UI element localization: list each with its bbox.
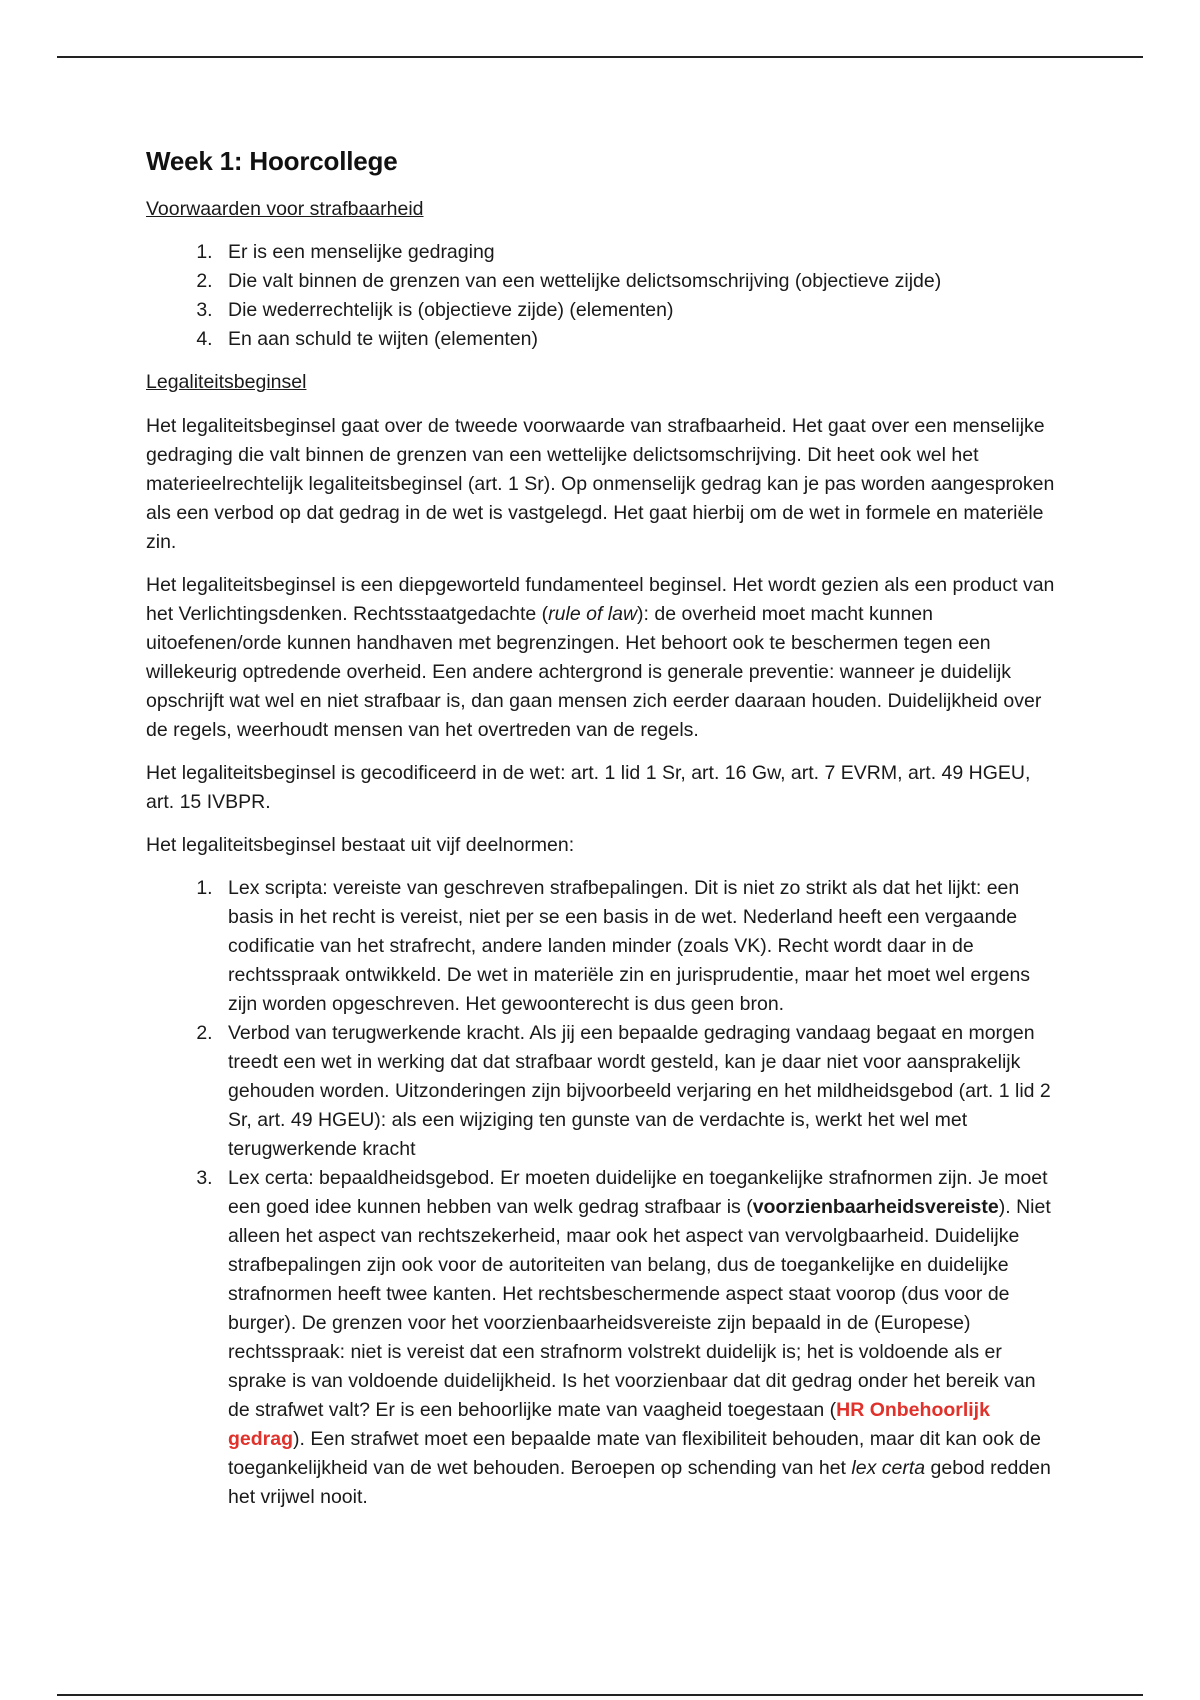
list-item: 2. Verbod van terugwerkende kracht. Als jij een bepaalde gedraging vandaag begaat en morgen treedt een wet in werking dat dat strafbaar wordt gesteld, kan je daar niet voor aansprakelijk gehouden worden. Uitzonderingen zijn bijvoorbeeld verjaring en het mildheidsgebod (art. 1 lid 2 Sr, art. 49 HGEU): als een wijziging ten gunste van de verdachte is, werkt het wel met terugwerkende kracht (218, 1019, 1056, 1164)
paragraph-4: Het legaliteitsbeginsel bestaat uit vijf deelnormen: (146, 833, 575, 856)
list-item: 1. Er is een menselijke gedraging (218, 238, 1056, 267)
paragraph-2 (146, 571, 1056, 745)
italic-text: lex certa (851, 1456, 926, 1479)
conditions-list (146, 238, 1056, 354)
text-run: ). Niet alleen het aspect van rechtszekerheid, maar ook het aspect van vervolgbaarheid. Duidelijke strafbepalingen zijn ook voor de autoriteiten van belang, dus de toegankelijke en duidelijke strafnormen heeft twee kanten. Het rechtsbeschermende aspect staat voorop (dus voor de burger). De grenzen voor het voorzienbaarheidsvereiste zijn bepaald in de (Europese) rechtsspraak: niet is vereist dat een strafnorm volstrekt duidelijk is; het is voldoende als er sprake is van voldoende duidelijkheid. Is het voorzienbaar dat dit gedrag onder het bereik van de strafwet valt? Er is een behoorlijke mate van vaagheid toegestaan ( (228, 1195, 1051, 1421)
document-page (146, 146, 1056, 1526)
case-reference: HR Onbehoorlijk gedrag (228, 1398, 990, 1450)
list-item: 2. Die valt binnen de grenzen van een wettelijke delictsomschrijving (objectieve zijde) (218, 267, 1056, 296)
italic-text: rule of law (548, 602, 638, 625)
top-rule (57, 56, 1143, 58)
list-item: 4. En aan schuld te wijten (elementen) (218, 325, 1056, 354)
bottom-rule (57, 1694, 1143, 1696)
list-item (218, 1164, 1056, 1512)
paragraph-1: Het legaliteitsbeginsel gaat over de tweede voorwaarde van strafbaarheid. Het gaat over een menselijke gedraging die valt binnen de grenzen van een wettelijke delictsomschrijving. Dit heet ook wel het materieelrechtelijk legaliteitsbeginsel (art. 1 Sr). Op onmenselijk gedrag kan je pas worden aangesproken als een verbod op dat gedrag in de wet is vastgelegd. Het gaat hierbij om de wet in formele en materiële zin. (146, 414, 1055, 553)
list-item: 3. Die wederrechtelijk is (objectieve zijde) (elementen) (218, 296, 1056, 325)
bold-text: voorzienbaarheidsvereiste (752, 1195, 999, 1218)
page-title: Week 1: Hoorcollege (146, 146, 398, 176)
paragraph-3: Het legaliteitsbeginsel is gecodificeerd in de wet: art. 1 lid 1 Sr, art. 16 Gw, art. 7 EVRM, art. 49 HGEU, art. 15 IVBPR. (146, 761, 1031, 813)
section-heading-voorwaarden: Voorwaarden voor strafbaarheid (146, 198, 424, 220)
section-heading-legaliteitsbeginsel: Legaliteitsbeginsel (146, 371, 307, 394)
list-item: 1. Lex scripta: vereiste van geschreven strafbepalingen. Dit is niet zo strikt als dat het lijkt: een basis in het recht is vereist, niet per se een basis in de wet. Nederland heeft een vergaande codificatie van het strafrecht, andere landen minder (zoals VK). Recht wordt daar in de rechtsspraak ontwikkeld. De wet in materiële zin en jurisprudentie, maar het moet wel ergens zijn worden opgeschreven. Het gewoonterecht is dus geen bron. (218, 874, 1056, 1019)
subnorms-list (146, 874, 1056, 1512)
text-run: ): de overheid moet macht kunnen uitoefenen/orde kunnen handhaven met begrenzingen. Het behoort ook te beschermen tegen een willekeurig optredende overheid. Een andere achtergrond is generale preventie: wanneer je duidelijk opschrijft wat wel en niet strafbaar is, dan gaan mensen zich eerder daaraan houden. Duidelijkheid over de regels, weerhoudt mensen van het overtreden van de regels. (146, 602, 1042, 741)
text-run: gebod redden het vrijwel nooit. (228, 1456, 1051, 1508)
text-run: ). Een strafwet moet een bepaalde mate van flexibiliteit behouden, maar dit kan ook de toegankelijkheid van de wet behouden. Beroepen op schending van het (228, 1427, 1041, 1479)
text-run: Lex certa: bepaaldheidsgebod. Er moeten duidelijke en toegankelijke strafnormen zijn. Je moet een goed idee kunnen hebben van welk gedrag strafbaar is ( (228, 1166, 1048, 1218)
text-run: Het legaliteitsbeginsel is een diepgeworteld fundamenteel beginsel. Het wordt gezien als een product van het Verlichtingsdenken. Rechtsstaatgedachte ( (146, 573, 1055, 625)
